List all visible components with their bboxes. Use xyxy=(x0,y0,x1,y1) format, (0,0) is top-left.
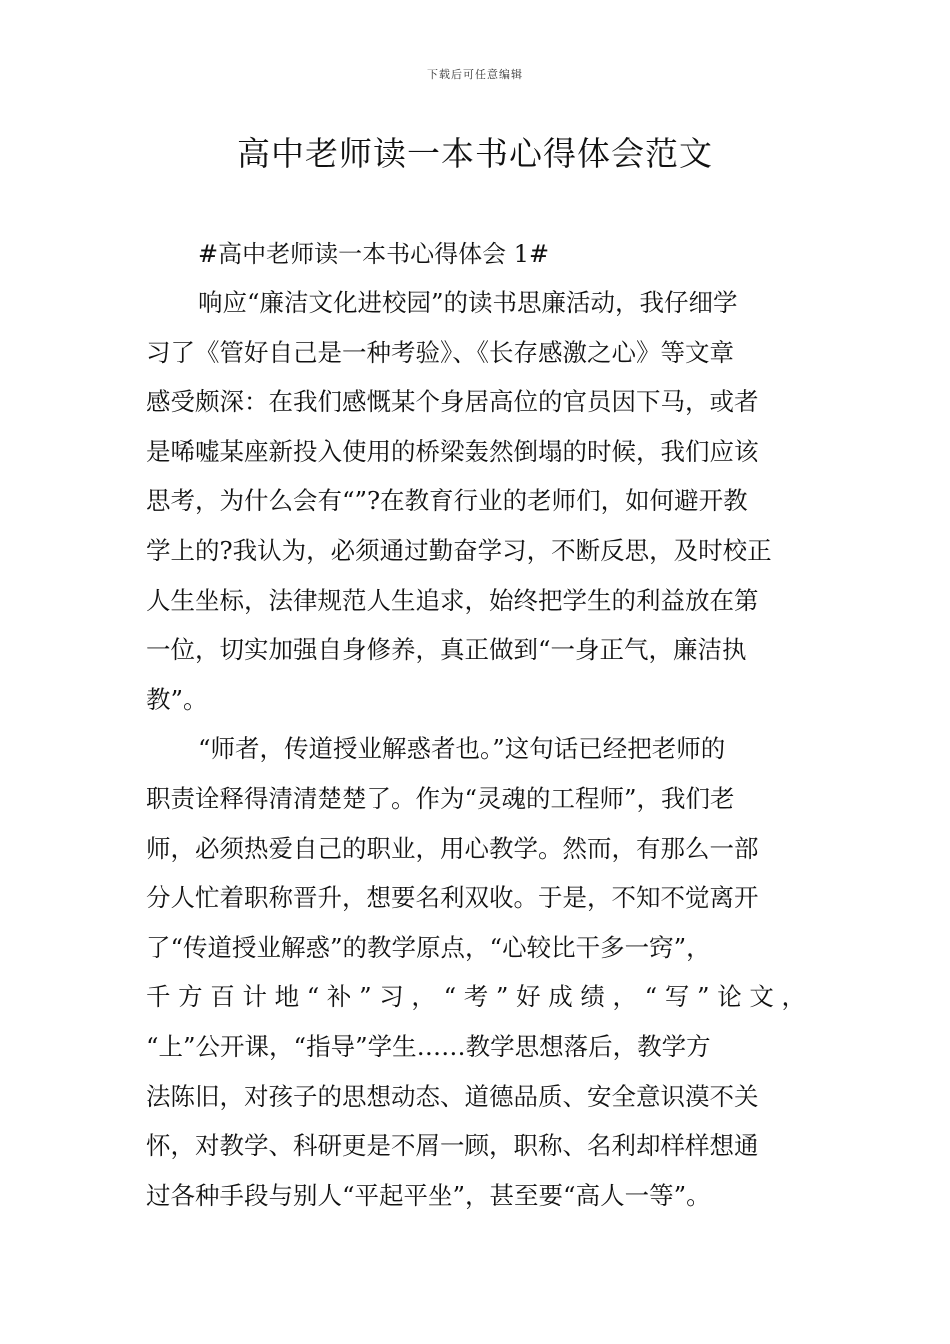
document-title: 高中老师读一本书心得体会范文 xyxy=(237,134,713,173)
paragraph-1 xyxy=(146,278,806,724)
text-line: 法陈旧，对孩子的思想动态、道德品质、安全意识漠不关 xyxy=(146,1081,759,1111)
text-line: 思考，为什么会有“”?在教育行业的老师们，如何避开教 xyxy=(146,486,748,516)
text-line: 分人忙着职称晋升，想要名利双收。于是，不知不觉离开 xyxy=(146,883,759,913)
text-line: 习了《管好自己是一种考验》、《长存感激之心》等文章 xyxy=(146,337,734,367)
text-line: 过各种手段与别人“平起平坐”，甚至要“高人一等”。 xyxy=(146,1180,711,1210)
text-line: 是唏嘘某座新投入使用的桥梁轰然倒塌的时候，我们应该 xyxy=(146,436,759,466)
document-body xyxy=(146,230,806,1220)
text-line: “师者，传道授业解惑者也。”这句话已经把老师的 xyxy=(198,734,726,764)
header-note: 下载后可任意编辑 xyxy=(427,68,523,81)
text-line: 感受颇深：在我们感慨某个身居高位的官员因下马，或者 xyxy=(146,387,759,417)
text-line: 千方百计地“补”习，“考”好成绩，“写”论文， xyxy=(146,982,806,1012)
text-line: 职责诠释得清清楚楚了。作为“灵魂的工程师”，我们老 xyxy=(146,783,735,813)
text-line: 一位，切实加强自身修养，真正做到“一身正气，廉洁执 xyxy=(146,635,747,665)
section-heading: #高中老师读一本书心得体会 1# xyxy=(198,240,550,268)
text-line: 怀，对教学、科研更是不屑一顾，职称、名利却样样想通 xyxy=(146,1131,759,1161)
text-line: “上”公开课，“指导”学生……教学思想落后，教学方 xyxy=(146,1031,711,1061)
text-line: 学上的?我认为，必须通过勤奋学习，不断反思，及时校正 xyxy=(146,535,772,565)
text-line: 人生坐标，法律规范人生追求，始终把学生的利益放在第 xyxy=(146,585,759,615)
text-line: 了“传道授业解惑”的教学原点，“心较比干多一窍”， xyxy=(146,932,711,962)
text-line: 教”。 xyxy=(146,684,208,714)
text-line: 师，必须热爱自己的职业，用心教学。然而，有那么一部 xyxy=(146,833,759,863)
paragraph-2 xyxy=(146,724,806,1220)
text-line: 响应“廉洁文化进校园”的读书思廉活动，我仔细学 xyxy=(198,288,738,317)
